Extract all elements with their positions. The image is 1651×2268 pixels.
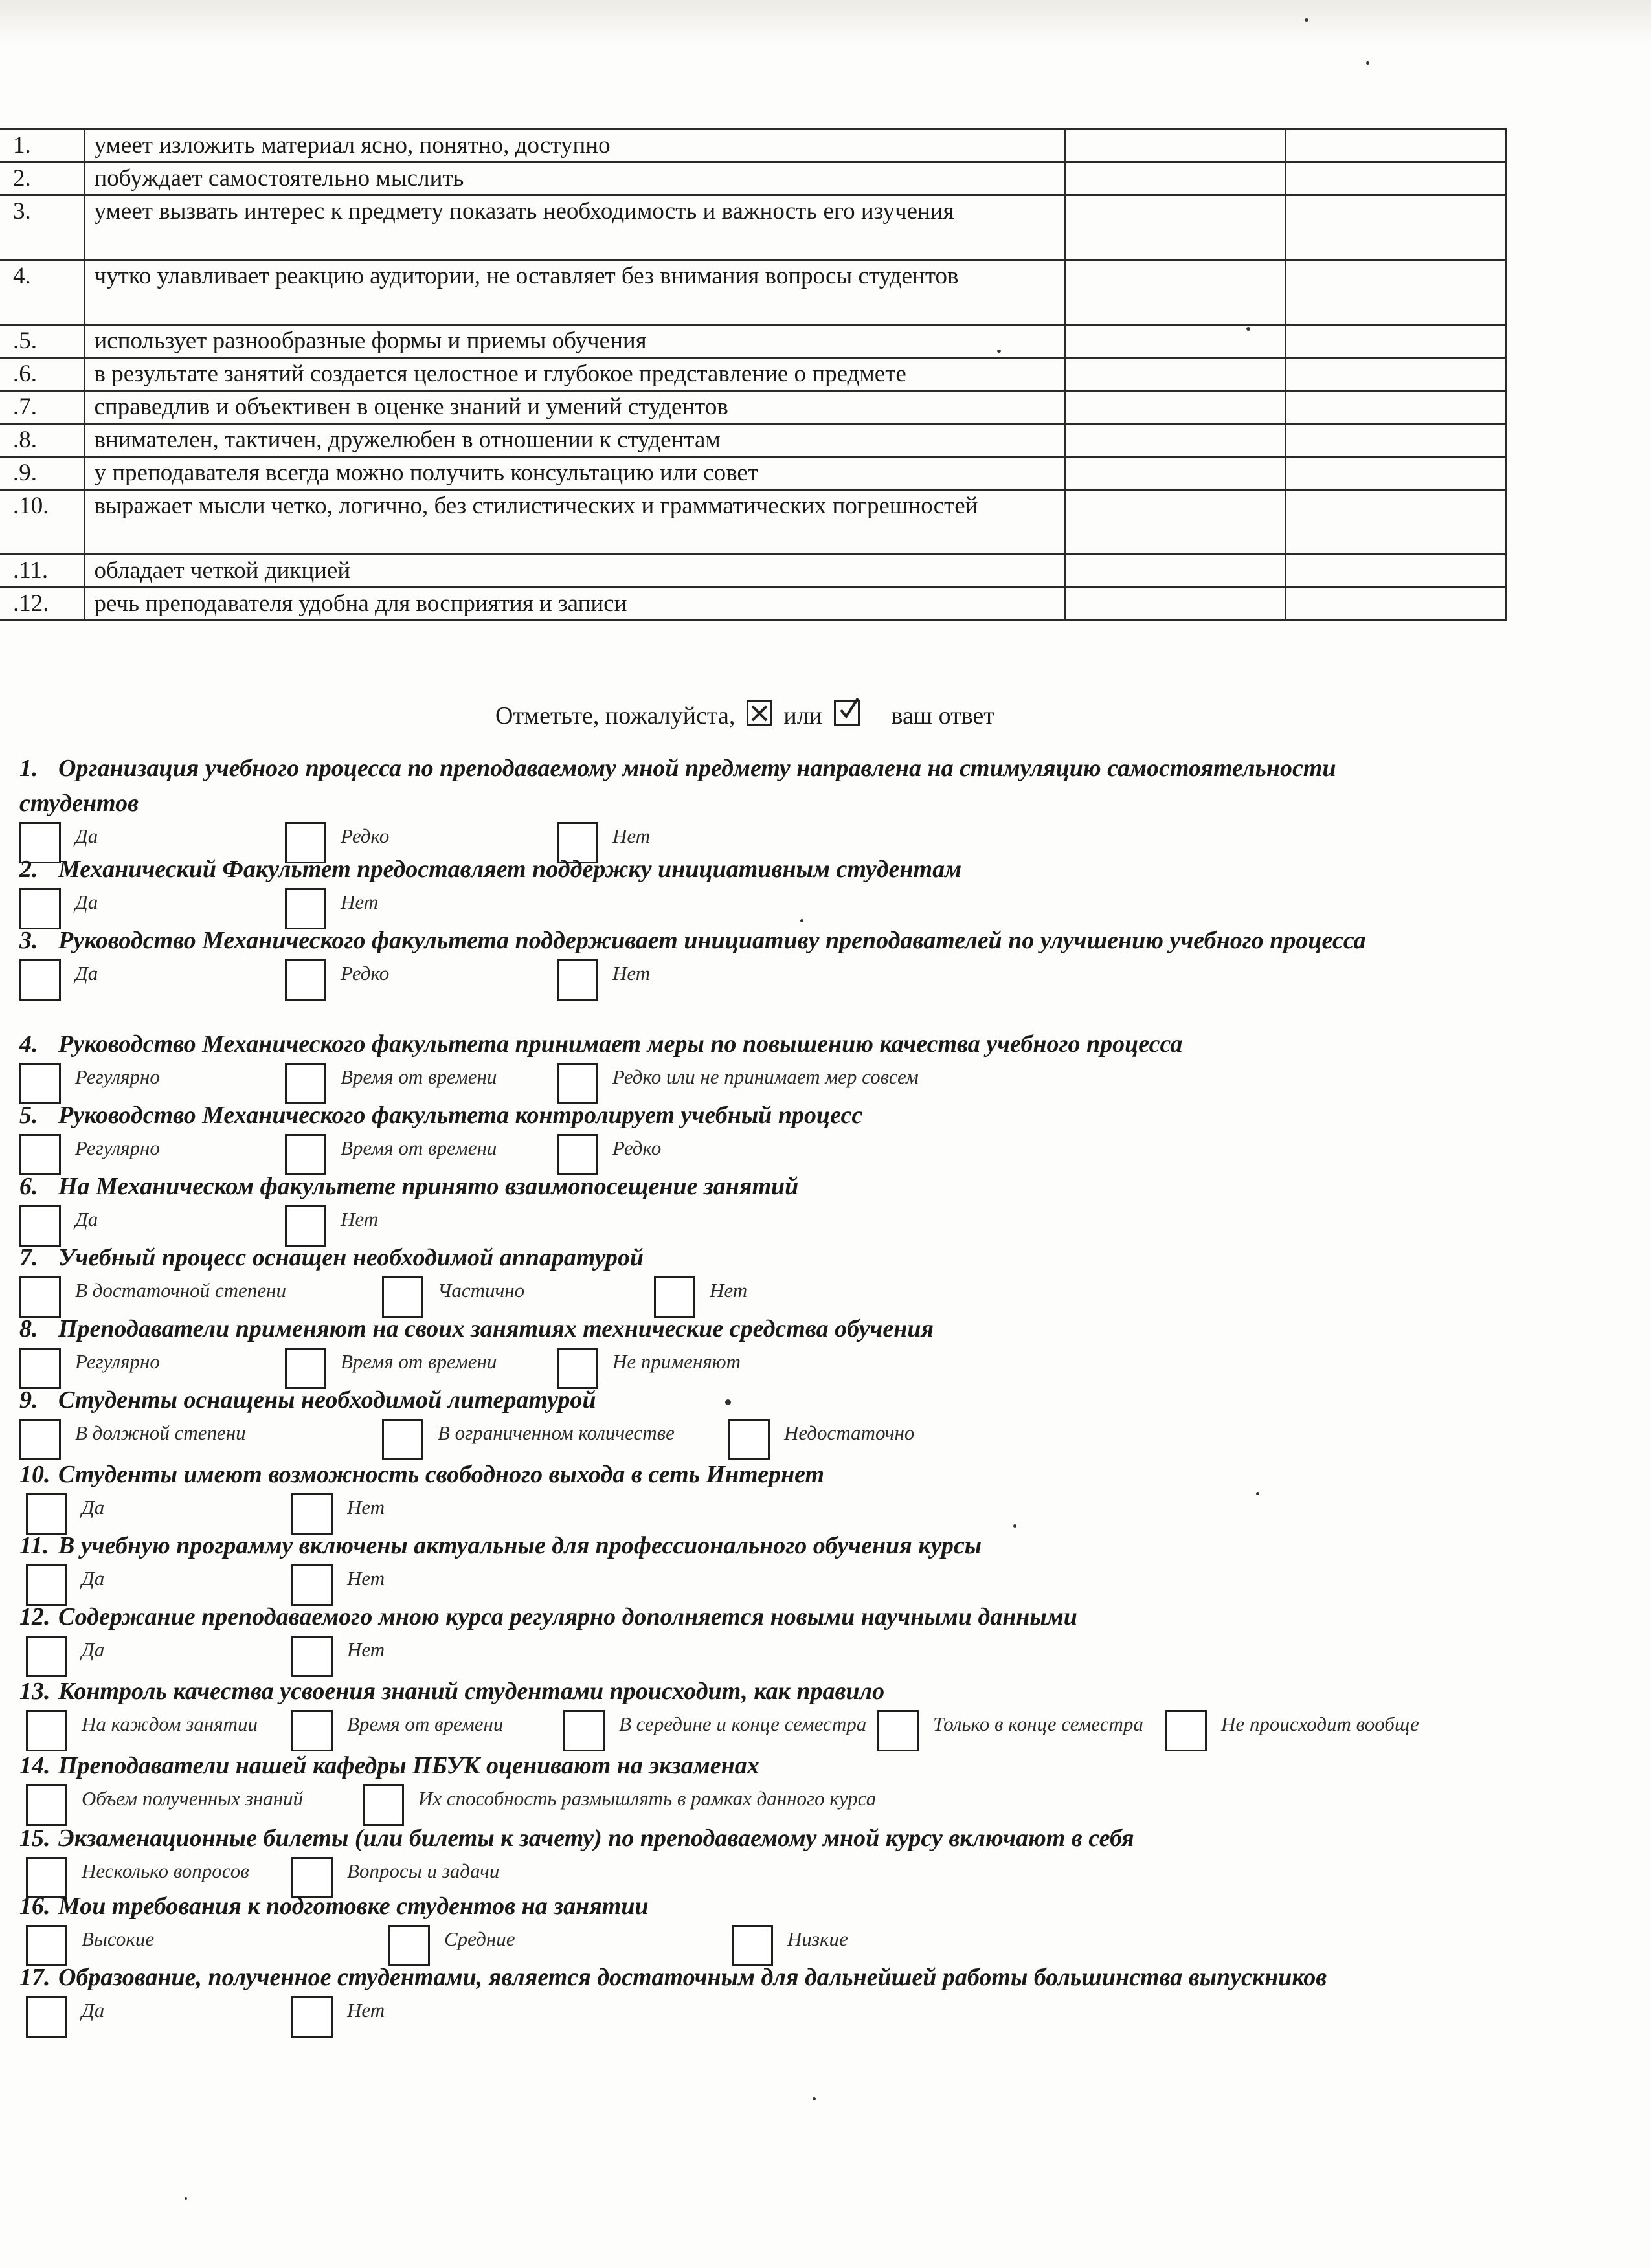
question-text: Учебный процесс оснащен необходимой аппаратурой [58,1244,644,1271]
criterion-text: в результате занятий создается целостное и глубокое представление о предмете [84,358,1065,391]
question-text: Содержание преподаваемого мною курса регулярно дополняется новыми научными данными [58,1603,1077,1630]
rating-cell[interactable] [1065,358,1285,391]
table-row [0,129,1505,162]
question-number: 12. [19,1603,51,1630]
answer-options [0,1996,1586,2039]
scan-speck [1366,61,1369,65]
scan-top-shade [0,0,1651,45]
question-title [0,751,1586,821]
answer-option[interactable] [557,959,650,1001]
question-number: 17. [19,1964,51,1991]
question-text: Механический Факультет предоставляет поддержку инициативным студентам [58,856,962,883]
scan-speck [1305,18,1308,22]
answer-checkbox[interactable] [563,1710,605,1751]
question-number: 10. [19,1461,51,1488]
rating-cell[interactable] [1285,358,1505,391]
table-row [0,424,1505,457]
answer-label: Низкие [787,1928,848,1950]
rating-cell[interactable] [1065,555,1285,588]
question-number: 2. [19,856,38,883]
question-title [0,852,1586,887]
question-title [0,1528,1586,1563]
question-9 [0,1383,1586,1457]
rating-cell[interactable] [1285,490,1505,555]
row-number: 3. [0,195,84,260]
questionnaire [0,751,1586,2031]
rating-cell[interactable] [1065,162,1285,195]
criterion-text: выражает мысли четко, логично, без стилистических и грамматических погрешностей [84,490,1065,555]
question-number: 1. [19,755,38,782]
question-title [0,1169,1586,1204]
question-15 [0,1821,1586,1889]
question-number: 15. [19,1825,51,1852]
rating-cell[interactable] [1065,129,1285,162]
question-16 [0,1889,1586,1960]
answer-label: Да [82,1496,105,1518]
answer-label: Да [82,1638,105,1661]
question-number: 9. [19,1386,38,1414]
table-row [0,391,1505,424]
rating-cell[interactable] [1285,129,1505,162]
answer-option[interactable] [382,1419,675,1460]
question-text: Руководство Механического факультета принимает меры по повышению качества учебного процесса [58,1030,1183,1058]
question-title [0,1383,1586,1418]
question-text: Преподаватели применяют на своих занятиях технические средства обучения [58,1315,934,1342]
table-row [0,457,1505,490]
answer-checkbox[interactable] [291,1710,333,1751]
rating-cell[interactable] [1065,195,1285,260]
question-title [0,1240,1586,1275]
answer-label: В достаточной степени [75,1279,286,1302]
question-number: 16. [19,1893,51,1920]
question-number: 5. [19,1102,38,1129]
question-title [0,1599,1586,1634]
question-number: 11. [19,1532,49,1559]
answer-label: Средние [444,1928,515,1950]
scan-speck [725,1399,731,1405]
question-title [0,1674,1586,1709]
answer-option[interactable] [26,1996,104,2038]
question-text: Руководство Механического факультета контролирует учебный процесс [58,1102,863,1129]
answer-option[interactable] [19,959,98,1001]
instruction-line [495,700,994,730]
answer-label: На каждом занятии [82,1713,258,1735]
rating-cell[interactable] [1285,424,1505,457]
table-row [0,490,1505,555]
answer-label: Время от времени [341,1065,497,1088]
answer-label: Редко [612,1137,662,1159]
row-number: .12. [0,588,84,621]
question-text: Образование, полученное студентами, является достаточным для дальнейшей работы большинства выпускников [58,1964,1327,1991]
rating-table [0,128,1507,621]
row-number: 2. [0,162,84,195]
answer-label: Нет [347,1638,385,1661]
answer-checkbox[interactable] [26,1996,67,2038]
question-title [0,1889,1586,1924]
answer-label: Нет [347,1999,385,2021]
answer-label: Время от времени [347,1713,504,1735]
answer-label: Высокие [82,1928,155,1950]
row-number: .5. [0,325,84,358]
table-row [0,162,1505,195]
answer-label: Их способность размышлять в рамках данного курса [418,1787,877,1810]
answer-label: Регулярно [75,1065,160,1088]
criterion-text: внимателен, тактичен, дружелюбен в отношении к студентам [84,424,1065,457]
criterion-text: речь преподавателя удобна для восприятия и записи [84,588,1065,621]
question-number: 14. [19,1752,51,1779]
rating-cell[interactable] [1285,391,1505,424]
question-text: Студенты оснащены необходимой литературой [58,1386,596,1414]
criterion-text: справедлив и объективен в оценке знаний и умений студентов [84,391,1065,424]
row-number: .11. [0,555,84,588]
question-title [0,1748,1586,1783]
answer-checkbox[interactable] [291,1996,333,2038]
question-text: Студенты имеют возможность свободного выхода в сеть Интернет [58,1461,825,1488]
question-title [0,1027,1586,1062]
answer-label: Да [82,1999,105,2021]
question-11 [0,1528,1586,1599]
rating-cell[interactable] [1065,490,1285,555]
question-8 [0,1311,1586,1383]
instruction-text-after: ваш ответ [891,702,994,729]
question-14 [0,1748,1586,1821]
rating-cell[interactable] [1285,260,1505,325]
rating-cell[interactable] [1285,588,1505,621]
question-6 [0,1169,1586,1240]
question-text: Контроль качества усвоения знаний студентами происходит, как правило [58,1678,885,1705]
answer-checkbox[interactable] [26,1636,67,1677]
answer-option[interactable] [563,1710,866,1751]
answer-option[interactable] [285,959,389,1001]
question-1 [0,751,1586,852]
answer-option[interactable] [26,1636,104,1677]
answer-label: Нет [347,1567,385,1590]
answer-label: Да [82,1567,105,1590]
table-row [0,195,1505,260]
scan-speck [1013,1524,1016,1528]
answer-label: Нет [341,891,379,913]
answer-option[interactable] [728,1419,914,1460]
answer-option[interactable] [291,1636,385,1677]
answer-checkbox[interactable] [19,959,61,1001]
rating-cell[interactable] [1285,195,1505,260]
answer-checkbox[interactable] [285,959,326,1001]
answer-label: Регулярно [75,1137,160,1159]
rating-cell[interactable] [1065,588,1285,621]
question-title [0,923,1586,958]
rating-cell[interactable] [1285,457,1505,490]
answer-checkbox[interactable] [26,1710,67,1751]
question-title [0,1457,1586,1492]
answer-checkbox[interactable] [26,1784,67,1826]
table-row [0,260,1505,325]
question-number: 13. [19,1678,51,1705]
question-number: 6. [19,1173,38,1200]
row-number: .7. [0,391,84,424]
scan-speck [185,2197,187,2200]
crossed-box-icon [747,700,772,726]
answer-label: Да [75,825,98,847]
answer-label: Не применяют [612,1350,741,1373]
answer-label: Нет [341,1208,379,1230]
answer-checkbox[interactable] [557,959,598,1001]
answer-option[interactable] [1165,1710,1419,1751]
answer-label: Только в конце семестра [933,1713,1143,1735]
question-4 [0,1027,1586,1098]
answer-label: Регулярно [75,1350,160,1373]
scan-speck [997,350,1001,353]
row-number: .6. [0,358,84,391]
answer-checkbox[interactable] [877,1710,919,1751]
answer-label: Время от времени [341,1350,497,1373]
instruction-text-before: Отметьте, пожалуйста, [495,702,736,729]
table-row [0,588,1505,621]
rating-cell[interactable] [1065,391,1285,424]
answer-option[interactable] [291,1710,503,1751]
answer-checkbox[interactable] [363,1784,404,1826]
answer-options [0,1710,1586,1753]
question-7 [0,1240,1586,1311]
answer-option[interactable] [26,1710,258,1751]
row-number: .10. [0,490,84,555]
criterion-text: обладает четкой дикцией [84,555,1065,588]
answer-label: Редко [341,825,390,847]
answer-label: Редко или не принимает мер совсем [612,1065,919,1088]
question-10 [0,1457,1586,1528]
answer-checkbox[interactable] [1165,1710,1207,1751]
question-3 [0,923,1586,1027]
answer-options [0,1636,1586,1678]
question-title [0,1311,1586,1346]
answer-option[interactable] [877,1710,1143,1751]
answer-label: Недостаточно [784,1421,915,1444]
question-text: Преподаватели нашей кафедры ПБУК оценивают на экзаменах [58,1752,759,1779]
rating-cell[interactable] [1285,555,1505,588]
answer-label: Не происходит вообще [1221,1713,1419,1735]
answer-label: Редко [341,962,390,984]
scan-speck [800,919,803,922]
row-number: .8. [0,424,84,457]
answer-label: Вопросы и задачи [347,1860,500,1882]
answer-checkbox[interactable] [728,1419,770,1460]
question-text: На Механическом факультете принято взаимопосещение занятий [58,1173,799,1200]
question-text: Экзаменационные билеты (или билеты к зачету) по преподаваемому мной курсу включают в себя [58,1825,1134,1852]
criterion-text: побуждает самостоятельно мыслить [84,162,1065,195]
criterion-text: умеет вызвать интерес к предмету показать необходимость и важность его изучения [84,195,1065,260]
answer-label: Да [75,1208,98,1230]
table-row [0,555,1505,588]
question-text: В учебную программу включены актуальные для профессионального обучения курсы [58,1532,982,1559]
answer-label: Нет [347,1496,385,1518]
answer-label: Нет [612,962,651,984]
rating-cell[interactable] [1285,325,1505,358]
criterion-text: использует разнообразные формы и приемы обучения [84,325,1065,358]
answer-checkbox[interactable] [291,1636,333,1677]
answer-label: Да [75,962,98,984]
instruction-text-middle: или [783,702,823,729]
row-number: .9. [0,457,84,490]
answer-option[interactable] [19,1419,246,1460]
question-5 [0,1098,1586,1169]
answer-label: Нет [612,825,651,847]
answer-label: Несколько вопросов [82,1860,249,1882]
question-title [0,1960,1586,1995]
answer-checkbox[interactable] [19,1419,61,1460]
answer-options [0,959,1586,1002]
scan-speck [1256,1492,1259,1495]
table-row [0,325,1505,358]
answer-checkbox[interactable] [382,1419,423,1460]
question-17 [0,1960,1586,2031]
answer-label: В должной степени [75,1421,246,1444]
question-text: Организация учебного процесса по преподаваемому мной предмету направлена на стимуляцию самостоятельности студентов [19,755,1336,817]
question-12 [0,1599,1586,1674]
answer-option[interactable] [26,1784,303,1826]
answer-label: В ограниченном количестве [438,1421,675,1444]
answer-label: Объем полученных знаний [82,1787,304,1810]
question-13 [0,1674,1586,1748]
question-number: 4. [19,1030,38,1058]
checked-box-icon [834,700,860,726]
answer-option[interactable] [291,1996,385,2038]
scan-speck [813,2097,816,2100]
question-number: 7. [19,1244,38,1271]
answer-label: Время от времени [341,1137,497,1159]
question-2 [0,852,1586,923]
scan-speck [1246,327,1250,331]
rating-cell[interactable] [1285,162,1505,195]
answer-label: В середине и конце семестра [619,1713,867,1735]
question-text: Руководство Механического факультета поддерживает инициативу преподавателей по улучшению учебного процесса [58,927,1366,954]
row-number: 1. [0,129,84,162]
table-row [0,358,1505,391]
question-text: Мои требования к подготовке студентов на занятии [58,1893,649,1920]
question-number: 8. [19,1315,38,1342]
answer-options [0,1419,1586,1462]
rating-cell[interactable] [1065,325,1285,358]
answer-label: Да [75,891,98,913]
rating-cell[interactable] [1065,260,1285,325]
row-number: 4. [0,260,84,325]
criterion-text: чутко улавливает реакцию аудитории, не оставляет без внимания вопросы студентов [84,260,1065,325]
rating-cell[interactable] [1065,424,1285,457]
rating-cell[interactable] [1065,457,1285,490]
criterion-text: умеет изложить материал ясно, понятно, доступно [84,129,1065,162]
question-number: 3. [19,927,38,954]
answer-option[interactable] [363,1784,876,1826]
answer-label: Нет [710,1279,748,1302]
question-title [0,1098,1586,1133]
question-title [0,1821,1586,1856]
answer-label: Частично [438,1279,525,1302]
criterion-text: у преподавателя всегда можно получить консультацию или совет [84,457,1065,490]
